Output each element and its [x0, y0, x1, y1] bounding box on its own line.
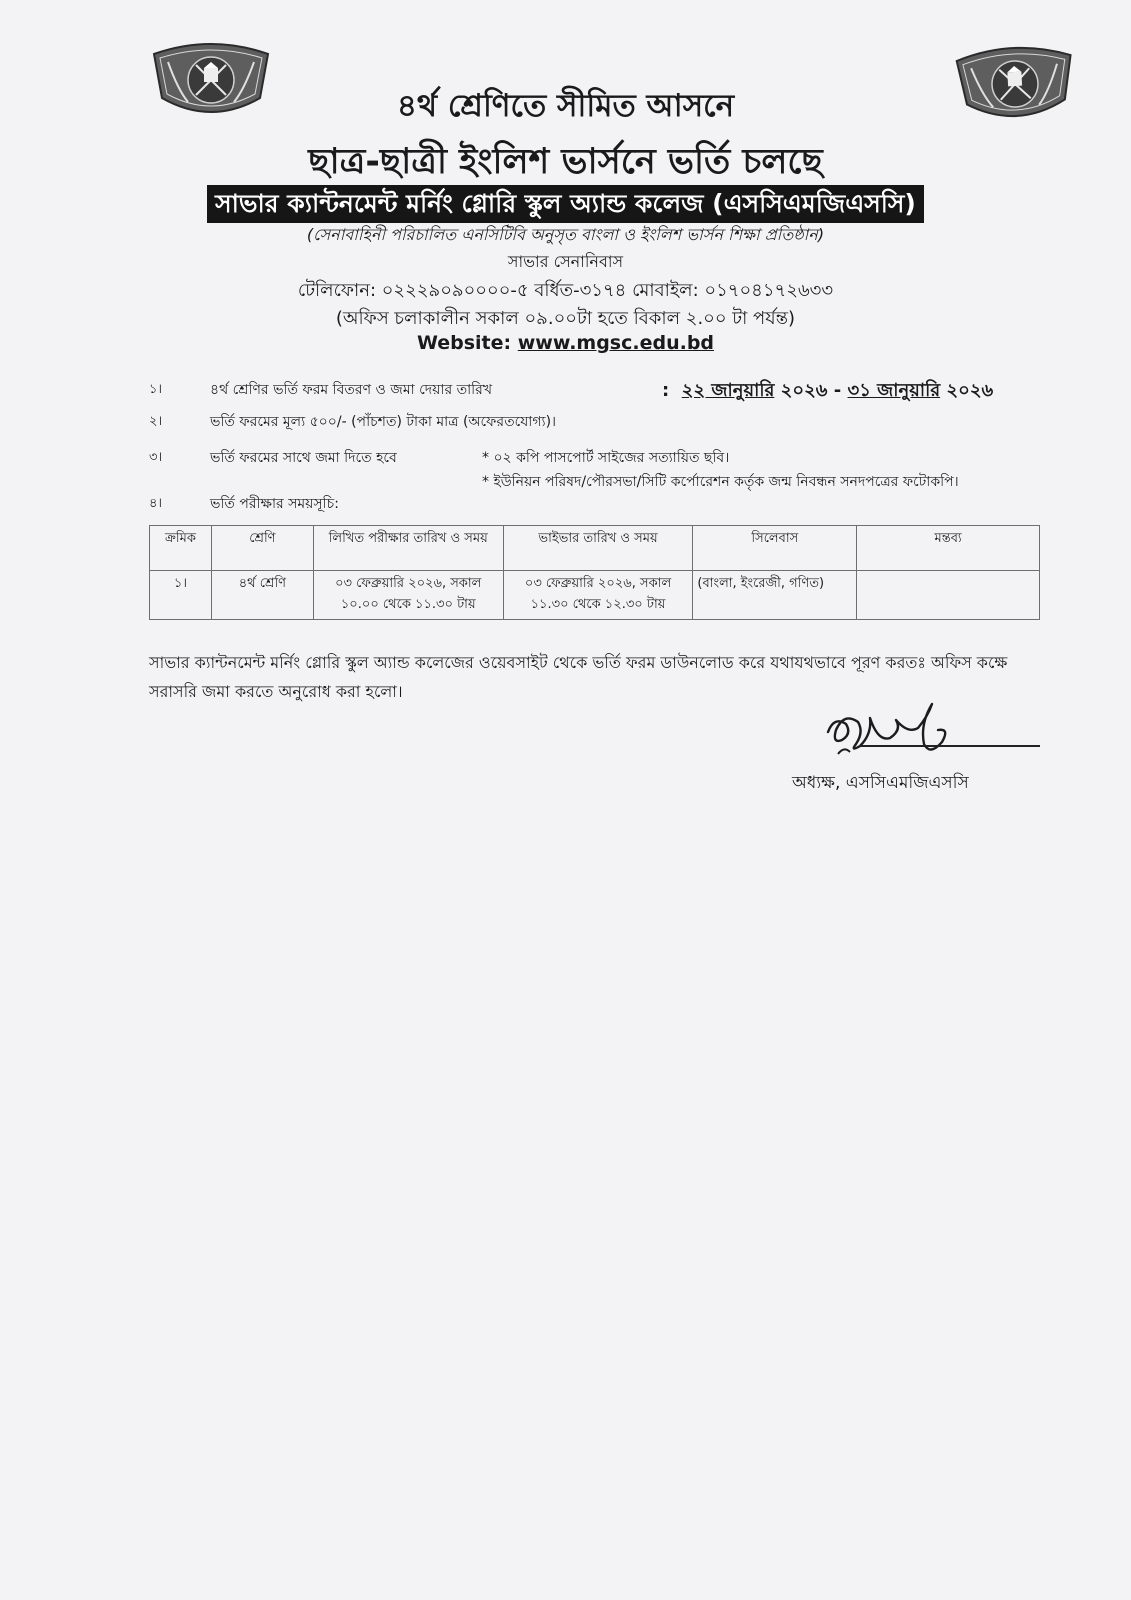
end-year: ২০২৬	[946, 380, 994, 401]
item-number-4: ৪।	[149, 496, 163, 511]
table-row	[150, 571, 1040, 620]
school-location: সাভার সেনানিবাস	[507, 252, 624, 271]
cell-remarks	[857, 571, 1040, 620]
dates-dash: -	[833, 380, 842, 401]
item-text-2: ভর্তি ফরমের মূল্য ৫০০/- (পাঁচশত) টাকা মাত্র (অফেরতযোগ্য)।	[210, 414, 557, 430]
header-remarks: মন্তব্য	[857, 526, 1040, 571]
end-date: ৩১ জানুয়ারি	[847, 380, 941, 401]
dates-colon: :	[662, 380, 670, 401]
header-written-exam: লিখিত পরীক্ষার তারিখ ও সময়	[313, 526, 503, 571]
principal-signature	[820, 694, 1050, 768]
required-document-2: * ইউনিয়ন পরিষদ/পৌরসভা/সিটি কর্পোরেশন কর্তৃক জন্ম নিবন্ধন সনদপত্রের ফটোকপি।	[482, 474, 959, 490]
item-number-1: ১।	[149, 382, 163, 397]
table-header-row	[150, 526, 1040, 571]
cell-written-exam: ০৩ ফেব্রুয়ারি ২০২৬, সকাল ১০.০০ থেকে ১১.৩০ টায়	[313, 571, 503, 620]
school-subtitle: (সেনাবাহিনী পরিচালিত এনসিটিবি অনুসৃত বাংলা ও ইংলিশ ভার্সন শিক্ষা প্রতিষ্ঠান)	[306, 225, 825, 244]
header-class: শ্রেণি	[211, 526, 313, 571]
required-document-1: * ০২ কপি পাসপোর্ট সাইজের সত্যায়িত ছবি।	[482, 450, 730, 466]
item-number-2: ২।	[149, 414, 163, 429]
school-name: সাভার ক্যান্টনমেন্ট মর্নিং গ্লোরি স্কুল অ্যান্ড কলেজ (এসসিএমজিএসসি)	[207, 185, 924, 223]
office-hours: (অফিস চলাকালীন সকাল ০৯.০০টা হতে বিকাল ২.০০ টা পর্যন্ত)	[335, 308, 796, 329]
contact-telephone: টেলিফোন: ০২২২৯০৯০০০০-৫ বর্ধিত-৩১৭৪ মোবাইল: ০১৭০৪১৭২৬৩৩	[297, 280, 834, 301]
start-date: ২২ জানুয়ারি	[681, 380, 775, 401]
exam-schedule-table	[149, 525, 1040, 620]
cell-class: ৪র্থ শ্রেণি	[211, 571, 313, 620]
website-label: Website:	[416, 332, 512, 354]
cell-serial: ১।	[150, 571, 212, 620]
item-text-3: ভর্তি ফরমের সাথে জমা দিতে হবে	[210, 450, 397, 466]
principal-designation: অধ্যক্ষ, এসসিএমজিএসসি	[792, 773, 969, 793]
school-name-banner	[0, 185, 1131, 223]
header-syllabus: সিলেবাস	[693, 526, 857, 571]
signature-line	[860, 745, 1040, 747]
item-text-1: ৪র্থ শ্রেণির ভর্তি ফরম বিতরণ ও জমা দেয়ার তারিখ	[210, 382, 493, 398]
header-viva: ভাইভার তারিখ ও সময়	[503, 526, 693, 571]
header-serial: ক্রমিক	[150, 526, 212, 571]
instruction-paragraph: সাভার ক্যান্টনমেন্ট মর্নিং গ্লোরি স্কুল অ্যান্ড কলেজের ওয়েবসাইট থেকে ভর্তি ফরম ডাউনলোড করে যথাযথভাবে পূরণ করতঃ অফিস কক্ষে সরাসরি জমা করতে অনুরোধ করা হলো।	[149, 653, 1008, 701]
cell-viva: ০৩ ফেব্রুয়ারি ২০২৬, সকাল ১১.৩০ থেকে ১২.৩০ টায়	[503, 571, 693, 620]
distribution-dates	[662, 376, 993, 407]
website-link[interactable]: www.mgsc.edu.bd	[517, 332, 715, 354]
start-year: ২০২৬	[780, 380, 828, 401]
item-text-4: ভর্তি পরীক্ষার সময়সূচি:	[210, 496, 339, 512]
headline-admission-ongoing: ছাত্র-ছাত্রী ইংলিশ ভার্সনে ভর্তি চলছে	[308, 142, 823, 182]
headline-limited-seats: ৪র্থ শ্রেণিতে সীমিত আসনে	[396, 88, 735, 124]
cell-syllabus: (বাংলা, ইংরেজী, গণিত)	[693, 571, 857, 620]
website-line	[0, 332, 1131, 354]
item-number-3: ৩।	[149, 450, 163, 465]
